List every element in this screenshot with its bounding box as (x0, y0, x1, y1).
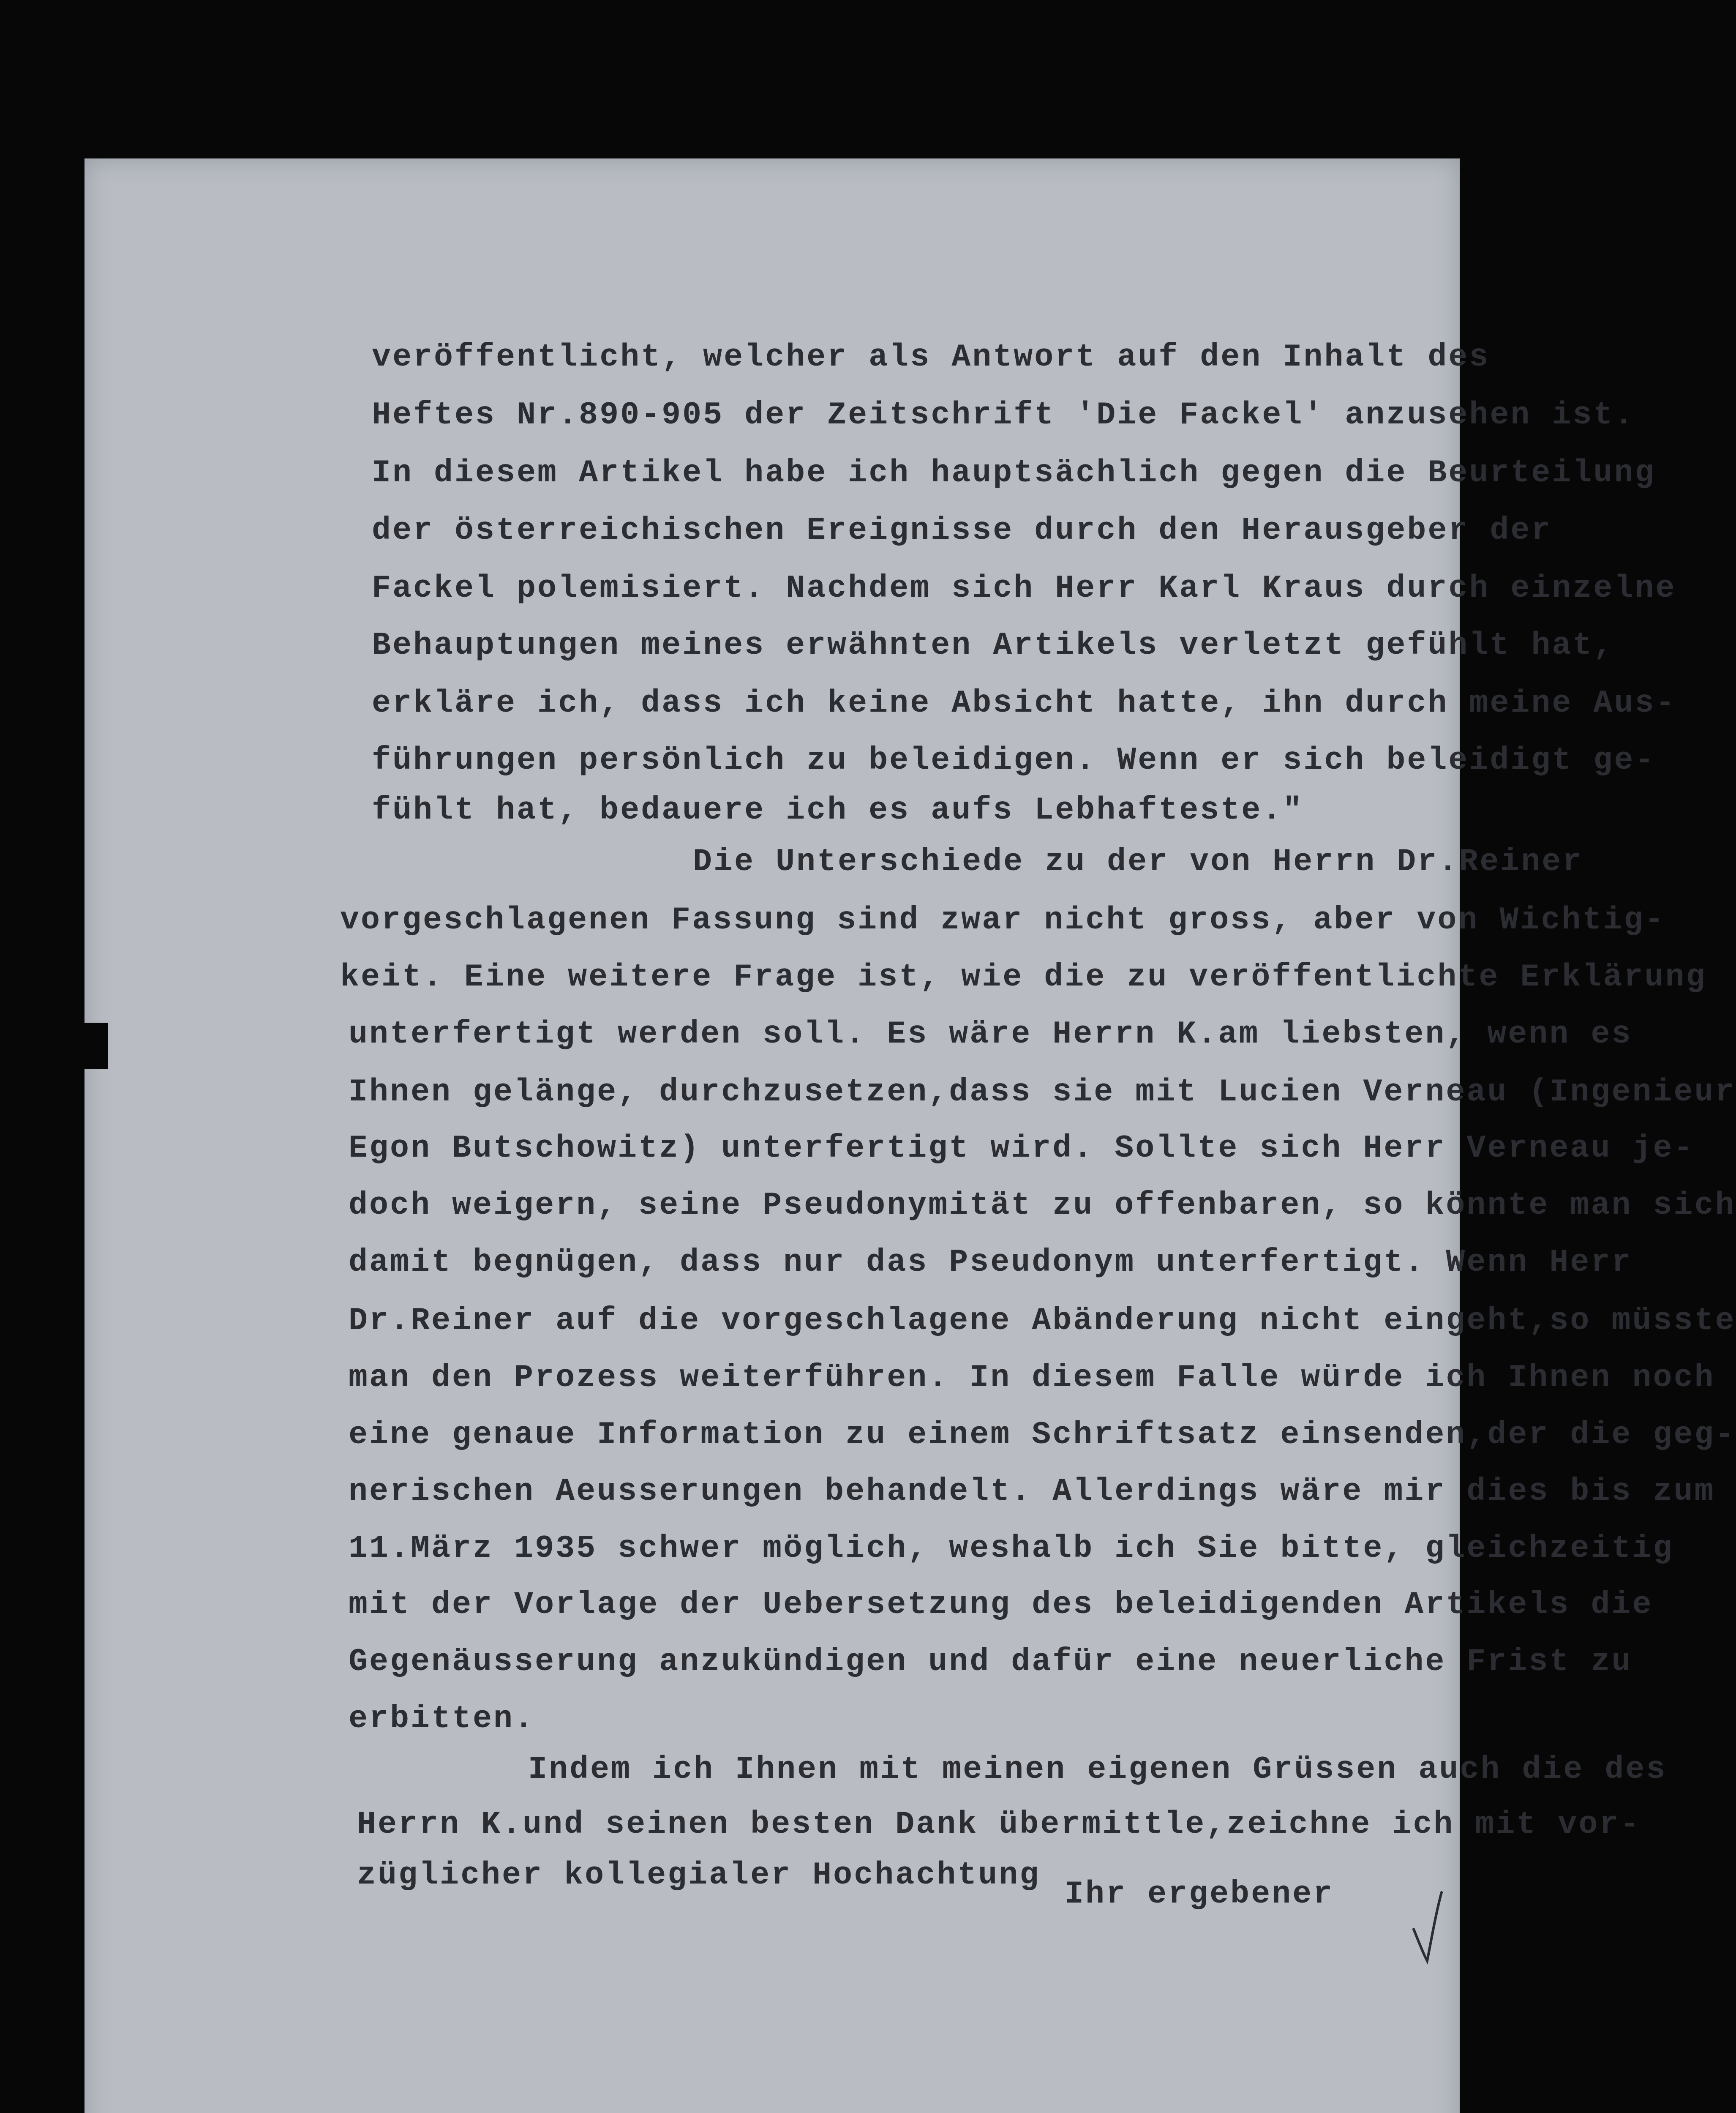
text-line: keit. Eine weitere Frage ist, wie die zu veröffentlichte Erklärung (340, 959, 1707, 995)
text-line: unterfertigt werden soll. Es wäre Herrn K.am liebsten, wenn es (349, 1016, 1632, 1052)
text-line: Die Unterschiede zu der von Herrn Dr.Reiner (693, 844, 1583, 880)
text-line: damit begnügen, dass nur das Pseudonym unterfertigt. Wenn Herr (349, 1245, 1632, 1280)
text-line: In diesem Artikel habe ich hauptsächlich gegen die Beurteilung (372, 455, 1656, 491)
text-line: Behauptungen meines erwähnten Artikels verletzt gefühlt hat, (372, 628, 1614, 663)
text-line: Egon Butschowitz) unterfertigt wird. Sollte sich Herr Verneau je- (349, 1130, 1695, 1166)
text-line: Fackel polemisiert. Nachdem sich Herr Karl Kraus durch einzelne (372, 571, 1676, 606)
text-line: Indem ich Ihnen mit meinen eigenen Grüssen auch die des (528, 1752, 1667, 1788)
text-line: mit der Vorlage der Uebersetzung des beleidigenden Artikels die (349, 1587, 1653, 1623)
text-line: Herrn K.und seinen besten Dank übermittle,zeichne ich mit vor- (357, 1807, 1641, 1843)
text-line: man den Prozess weiterführen. In diesem Falle würde ich Ihnen noch (349, 1360, 1715, 1396)
text-line: 11.März 1935 schwer möglich, weshalb ich Sie bitte, gleichzeitig (349, 1531, 1674, 1567)
checkmark-icon (1411, 1889, 1445, 1965)
text-line: eine genaue Information zu einem Schriftsatz einsenden,der die geg- (349, 1417, 1736, 1453)
text-line: erkläre ich, dass ich keine Absicht hatte, ihn durch meine Aus- (372, 685, 1676, 721)
text-line: erbitten. (349, 1701, 535, 1737)
text-line: Ihnen gelänge, durchzusetzen,dass sie mit Lucien Verneau (Ingenieur (349, 1074, 1736, 1110)
text-line: doch weigern, seine Pseudonymität zu offenbaren, so könnte man sich (349, 1188, 1736, 1223)
text-line: vorgeschlagenen Fassung sind zwar nicht gross, aber von Wichtig- (340, 902, 1665, 938)
text-line: züglicher kollegialer Hochachtung (357, 1857, 1041, 1893)
closing-line: Ihr ergebener (1065, 1876, 1334, 1912)
text-line: der österreichischen Ereignisse durch den Herausgeber der (372, 513, 1552, 549)
text-line: nerischen Aeusserungen behandelt. Allerdings wäre mir dies bis zum (349, 1474, 1715, 1510)
text-line: fühlt hat, bedauere ich es aufs Lebhafteste." (372, 792, 1304, 828)
text-line: Heftes Nr.890-905 der Zeitschrift 'Die Fackel' anzusehen ist. (372, 397, 1635, 433)
text-line: führungen persönlich zu beleidigen. Wenn er sich beleidigt ge- (372, 743, 1656, 778)
text-line: Gegenäusserung anzukündigen und dafür eine neuerliche Frist zu (349, 1644, 1632, 1680)
text-line: Dr.Reiner auf die vorgeschlagene Abänderung nicht eingeht,so müsste (349, 1303, 1736, 1339)
text-line: veröffentlicht, welcher als Antwort auf den Inhalt des (372, 339, 1490, 375)
